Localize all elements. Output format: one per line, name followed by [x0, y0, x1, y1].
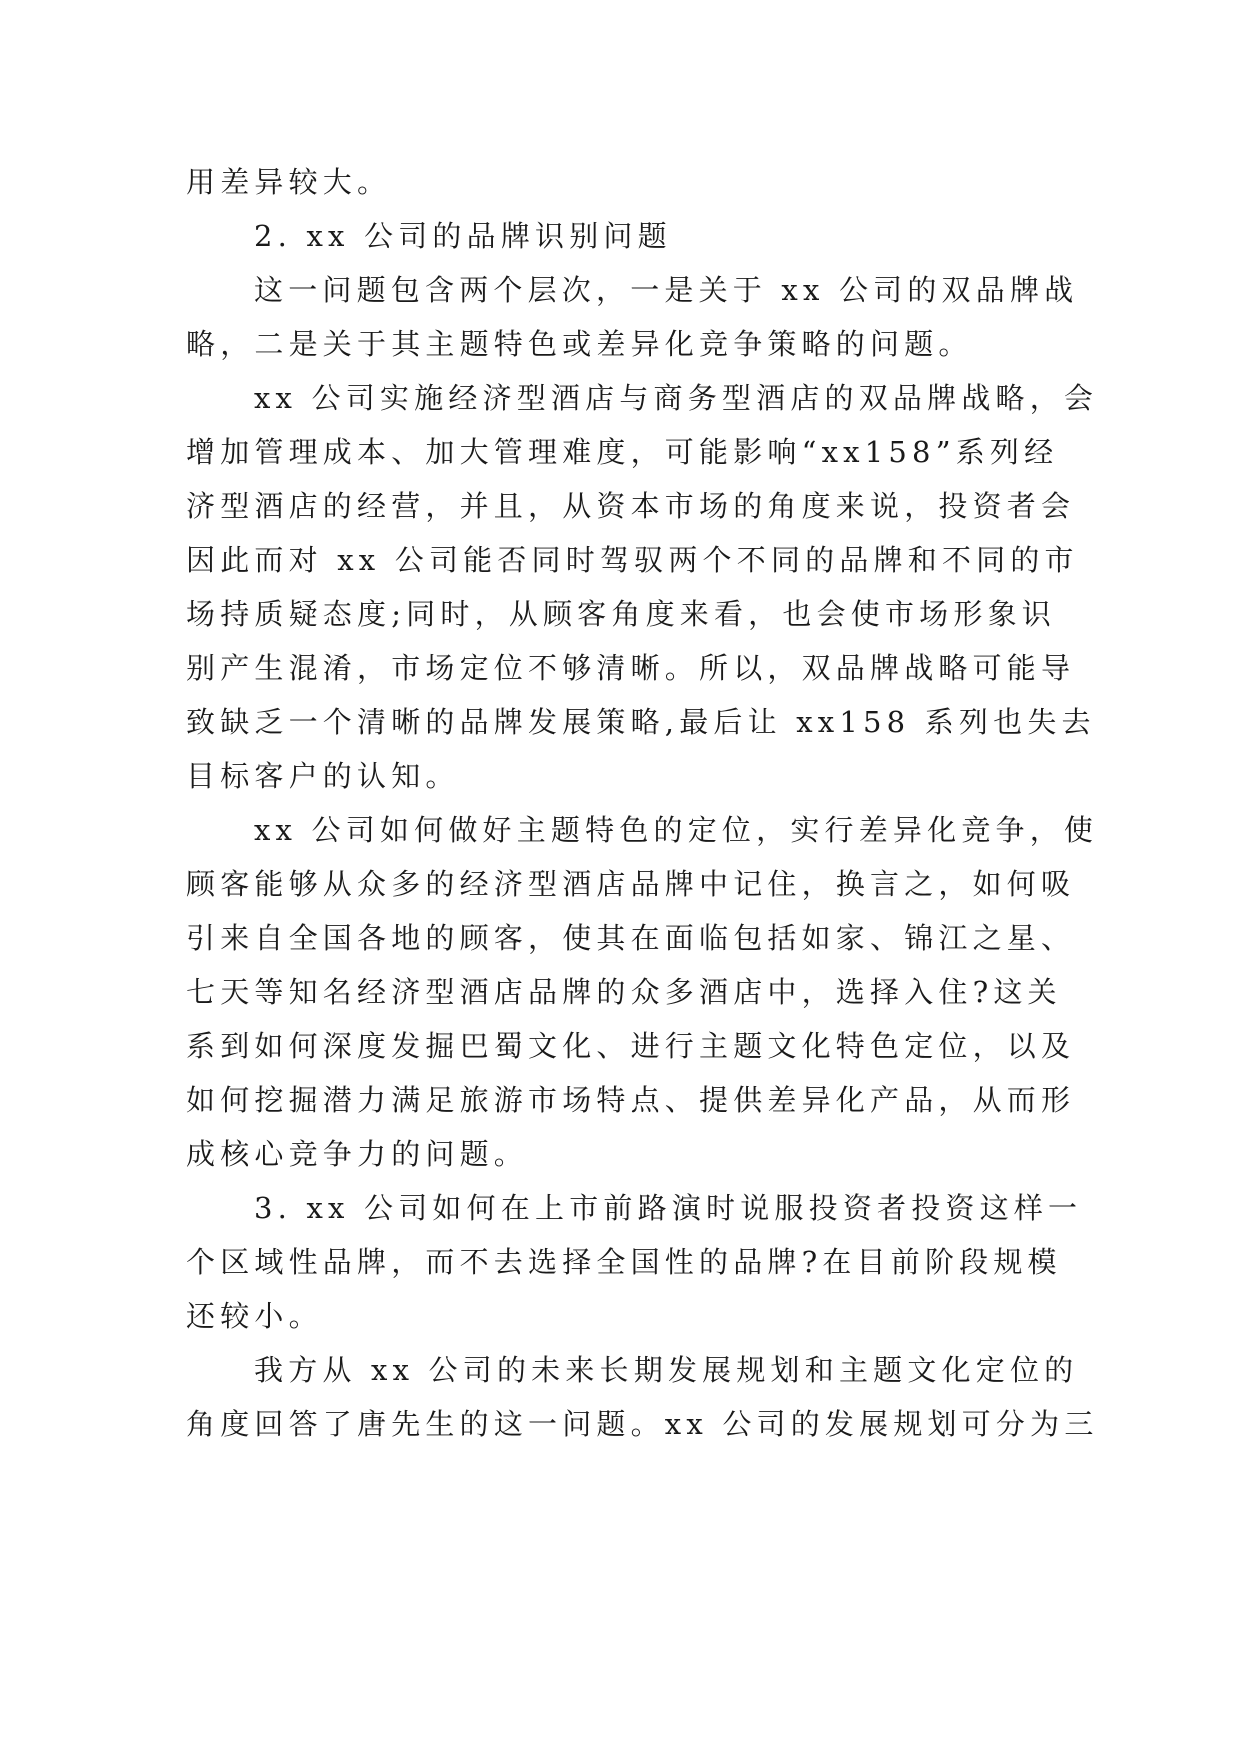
text-line: 我方从 xx 公司的未来长期发展规划和主题文化定位的 [254, 1353, 1079, 1387]
text-line: 七天等知名经济型酒店品牌的众多酒店中，选择入住?这关 [186, 975, 1062, 1009]
text-line: 顾客能够从众多的经济型酒店品牌中记住，换言之，如何吸 [186, 867, 1076, 901]
text-line: 济型酒店的经营，并且，从资本市场的角度来说，投资者会 [186, 489, 1076, 523]
text-line: 目标客户的认知。 [186, 759, 460, 793]
section-heading: 2. xx 公司的品牌识别问题 [254, 219, 672, 253]
text-line: 还较小。 [186, 1299, 323, 1333]
text-line: 角度回答了唐先生的这一问题。xx 公司的发展规划可分为三 [186, 1407, 1099, 1441]
text-line: 致缺乏一个清晰的品牌发展策略,最后让 xx158 系列也失去 [186, 705, 1096, 739]
text-line: 增加管理成本、加大管理难度，可能影响“xx158”系列经 [186, 435, 1059, 469]
text-line: xx 公司如何做好主题特色的定位，实行差异化竞争，使 [254, 813, 1099, 847]
text-line: 别产生混淆，市场定位不够清晰。所以，双品牌战略可能导 [186, 651, 1076, 685]
text-line: 略，二是关于其主题特色或差异化竞争策略的问题。 [186, 327, 973, 361]
text-line: 用差异较大。 [186, 165, 392, 199]
text-line: 个区域性品牌，而不去选择全国性的品牌?在目前阶段规模 [186, 1245, 1062, 1279]
text-line: 场持质疑态度;同时，从顾客角度来看，也会使市场形象识 [186, 597, 1056, 631]
text-line: 这一问题包含两个层次，一是关于 xx 公司的双品牌战 [254, 273, 1079, 307]
text-line: 因此而对 xx 公司能否同时驾驭两个不同的品牌和不同的市 [186, 543, 1079, 577]
text-line: 引来自全国各地的顾客，使其在面临包括如家、锦江之星、 [186, 921, 1076, 955]
text-line: xx 公司实施经济型酒店与商务型酒店的双品牌战略，会 [254, 381, 1099, 415]
section-heading: 3. xx 公司如何在上市前路演时说服投资者投资这样一 [254, 1191, 1083, 1225]
text-line: 成核心竞争力的问题。 [186, 1137, 529, 1171]
text-line: 如何挖掘潜力满足旅游市场特点、提供差异化产品，从而形 [186, 1083, 1076, 1117]
text-line: 系到如何深度发掘巴蜀文化、进行主题文化特色定位，以及 [186, 1029, 1076, 1063]
